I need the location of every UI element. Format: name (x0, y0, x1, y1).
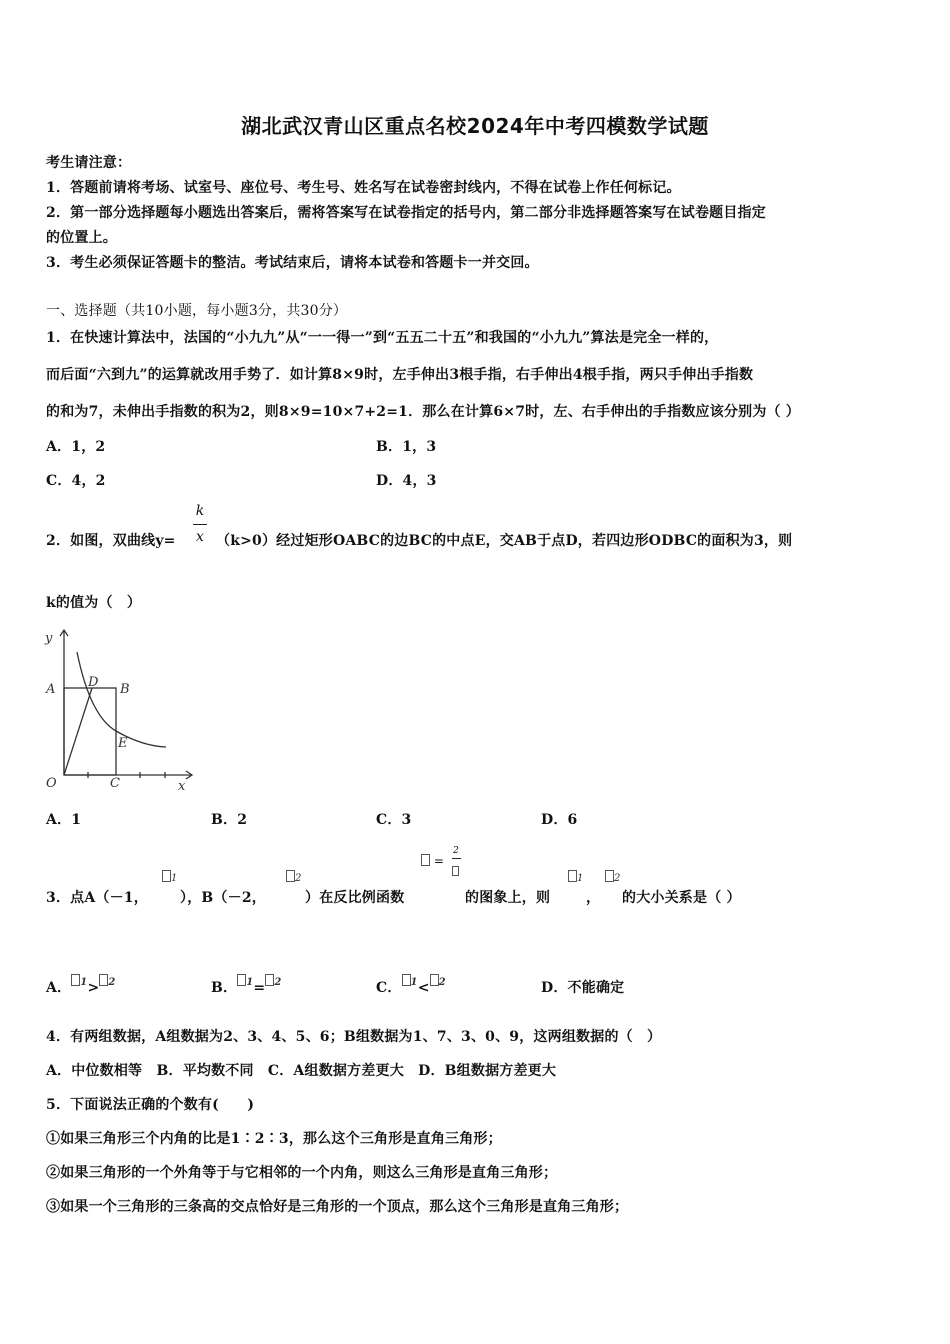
q3-option-a-label: A． (46, 980, 72, 996)
q3-part-1: 3．点A（－1， (46, 890, 148, 906)
q3-option-a (46, 977, 116, 997)
q1-line-3: 的和为7，未伸出手指数的积为2，则8×9=10×7+2=1．那么在计算6×7时，左、右手伸出的手指数应该分别为（ ） (46, 404, 801, 420)
segment-od (64, 688, 92, 775)
q1-option-c: C．4，2 (46, 473, 106, 489)
q2-figure (40, 620, 210, 800)
q3-c-sub2: 2 (438, 977, 446, 988)
notice-item-2-cont: 的位置上。 (46, 230, 117, 246)
q1-option-b: B．1，3 (376, 439, 437, 455)
q2-frac-bar (193, 524, 207, 525)
q3-y1-symbol-2 (568, 866, 583, 885)
q3-option-b-relation: = (253, 980, 266, 996)
q4-options: A．中位数相等 B．平均数不同 C．A组数据方差更大 D．B组数据方差更大 (46, 1063, 557, 1079)
q3-y1-subscript-2: 1 (577, 873, 584, 884)
q3-option-c (376, 977, 446, 997)
label-d: D (88, 675, 99, 690)
notice-heading: 考生请注意： (46, 155, 132, 171)
q5-statement-1: ①如果三角形三个内角的比是1∶2∶3，那么这个三角形是直角三角形； (46, 1131, 502, 1147)
notice-item-1: 1．答题前请将考场、试室号、座位号、考生号、姓名写在试卷密封线内，不得在试卷上作任何标记。 (46, 180, 681, 196)
q3-option-b-label: B． (211, 980, 238, 996)
label-o: O (46, 776, 57, 791)
q3-option-c-relation: < (417, 980, 430, 996)
q2-frac-numerator: k (195, 503, 205, 519)
q1-line-2: 而后面“六到九”的运算就改用手势了．如计算8×9时，左手伸出3根手指，右手伸出4根手指，两只手伸出手指数 (46, 367, 754, 383)
label-x: x (178, 779, 186, 794)
label-b: B (120, 682, 130, 697)
q3-option-a-relation: > (87, 980, 100, 996)
q3-option-c-label: C． (376, 980, 402, 996)
q1-line-1: 1．在快速计算法中，法国的“小九九”从“一一得一”到“五五二十五”和我国的“小九九”算法是完全一样的， (46, 330, 719, 346)
q3-part-3: ）在反比例函数 (305, 890, 405, 906)
q3-y2-subscript-2: 2 (614, 873, 621, 884)
q3-part-5: ， (586, 890, 601, 906)
q3-a-sub1: 1 (80, 977, 88, 988)
q3-fn-denominator (452, 860, 459, 879)
q2-frac-denominator: x (196, 529, 204, 545)
q3-y2-subscript: 2 (295, 873, 302, 884)
q3-function (421, 854, 444, 868)
q4-stem: 4．有两组数据，A组数据为2、3、4、5、6；B组数据为1、7、3、0、9，这两组数据的（ ） (46, 1029, 662, 1045)
q2-option-d: D．6 (541, 812, 578, 828)
q2-option-c: C．3 (376, 812, 412, 828)
q3-y2-symbol-2 (605, 866, 620, 885)
page-title: 湖北武汉青山区重点名校2024年中考四模数学试题 (241, 114, 709, 138)
q3-y1-symbol (162, 866, 177, 885)
q2-prefix: 2．如图，双曲线y= (46, 533, 176, 549)
q3-c-sub1: 1 (410, 977, 418, 988)
q3-fn-numerator: 2 (453, 846, 459, 856)
q2-option-a: A．1 (46, 812, 82, 828)
notice-item-2: 2．第一部分选择题每小题选出答案后，需将答案写在试卷指定的括号内，第二部分非选择题答案写在试卷题目指定 (46, 205, 766, 221)
q2-option-b: B．2 (211, 812, 248, 828)
q3-part-6: 的大小关系是（ ） (622, 890, 741, 906)
notice-item-3: 3．考生必须保证答题卡的整洁。考试结束后，请将本试卷和答题卡一并交回。 (46, 255, 539, 271)
section-heading: 一、选择题（共10小题，每小题3分，共30分） (46, 303, 348, 319)
q2-line-2: k的值为（ ） (46, 595, 142, 611)
label-a: A (46, 682, 56, 697)
q3-part-4: 的图象上，则 (465, 890, 551, 906)
label-c: C (110, 776, 120, 791)
q5-statement-2: ②如果三角形的一个外角等于与它相邻的一个内角，则这么三角形是直角三角形； (46, 1165, 558, 1181)
q3-option-b (211, 977, 282, 997)
q3-a-sub2: 2 (108, 977, 116, 988)
rectangle-oabc (64, 688, 116, 775)
label-e: E (118, 736, 128, 751)
q2-suffix: （k>0）经过矩形OABC的边BC的中点E，交AB于点D，若四边形ODBC的面积为3，则 (216, 533, 793, 549)
q1-option-a: A．1，2 (46, 439, 106, 455)
q3-fn-bar (452, 858, 461, 859)
q3-fn-eq: = (433, 854, 444, 868)
q3-y2-symbol (286, 866, 301, 885)
hyperbola-curve (77, 652, 166, 747)
q3-b-sub1: 1 (246, 977, 254, 988)
q5-stem: 5．下面说法正确的个数有( ) (46, 1097, 255, 1113)
q3-y1-subscript: 1 (171, 873, 178, 884)
q3-part-2: ），B（－2， (180, 890, 266, 906)
q1-option-d: D．4，3 (376, 473, 437, 489)
label-y: y (45, 631, 53, 646)
q3-b-sub2: 2 (274, 977, 282, 988)
q3-option-d: D．不能确定 (541, 980, 625, 996)
q5-statement-3: ③如果一个三角形的三条高的交点恰好是三角形的一个顶点，那么这个三角形是直角三角形； (46, 1199, 629, 1215)
